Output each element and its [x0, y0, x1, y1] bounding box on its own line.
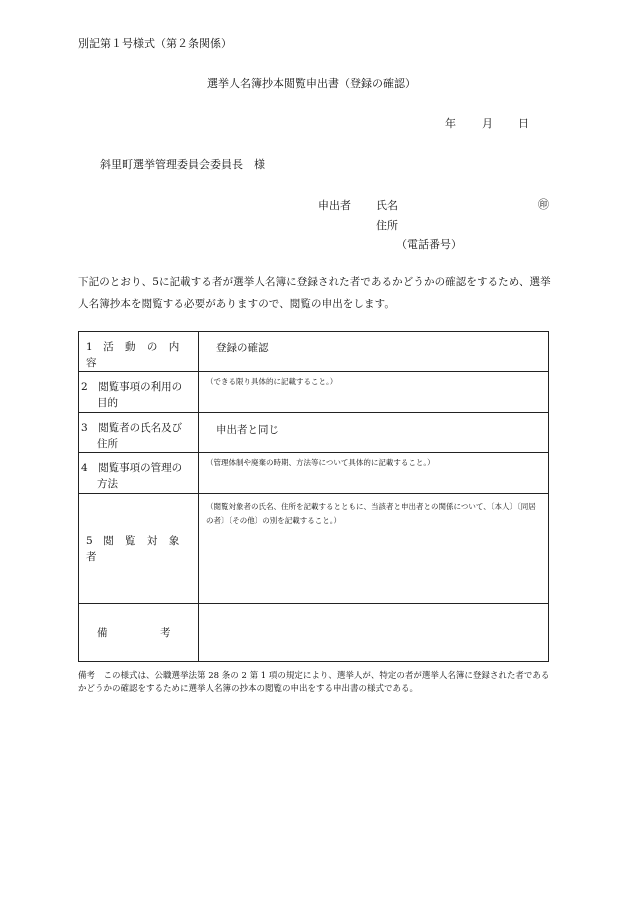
row-note: （管理体制や廃棄の時期、方法等について具体的に記載すること。）: [206, 458, 435, 467]
table-row: [79, 453, 549, 494]
row-number: 1: [86, 341, 93, 353]
table-row: [79, 604, 549, 662]
name-label: 氏名: [376, 199, 398, 212]
remark-text: この様式は、公職選挙法第 28 条の 2 第 1 項の規定により、選挙人が、特定の者が選挙人名簿に登録された者であるかどうかの確認をするために選挙人名簿の抄本の閲覧の申出をする申出書の様式である。: [78, 671, 550, 694]
row-label-text: 閲 覧 対 象 者: [86, 534, 184, 563]
table-row: [79, 372, 549, 413]
date-year-label: 年: [445, 117, 456, 130]
row-content[interactable]: [199, 332, 549, 372]
table-row: [79, 494, 549, 604]
row-content-text: 登録の確認: [216, 342, 269, 354]
seal-mark: ㊞: [538, 198, 549, 211]
row-label: [79, 332, 199, 372]
applicant-label: 申出者: [318, 199, 351, 212]
address-label: 住所: [376, 219, 398, 232]
application-table: [78, 331, 549, 662]
row-label-text: 備 考: [97, 626, 171, 639]
row-note: （できる限り具体的に記載すること。）: [206, 377, 338, 386]
row-number: 2: [81, 381, 88, 393]
document-title: 選挙人名簿抄本閲覧申出書（登録の確認）: [207, 77, 416, 90]
row-content[interactable]: [199, 494, 549, 604]
row-number: 4: [81, 462, 88, 474]
row-note: （閲覧対象者の氏名、住所を記載するとともに、当該者と申出者との関係について、〔本人〕〔同居の者〕〔その他〕の別を記載すること。）: [206, 502, 536, 525]
row-label-text: 閲覧事項の利用の目的: [97, 381, 183, 409]
phone-label: （電話番号）: [396, 238, 462, 251]
row-label: [79, 604, 199, 662]
row-label-text: 活 動 の 内 容: [86, 341, 184, 369]
table-row: [79, 413, 549, 453]
intro-paragraph: 下記のとおり、5に記載する者が選挙人名簿に登録された者であるかどうかの確認をするため、選挙人名簿抄本を閲覧する必要がありますので、閲覧の申出をします。: [78, 276, 551, 310]
date-month-label: 月: [482, 117, 493, 130]
row-content[interactable]: [199, 413, 549, 453]
addressee: 斜里町選挙管理委員会委員長 様: [100, 158, 265, 171]
row-label-text: 閲覧者の氏名及び住所: [97, 422, 183, 450]
row-content[interactable]: [199, 372, 549, 413]
remark-section: [78, 670, 550, 696]
form-number: 別記第１号様式（第２条関係）: [78, 37, 232, 50]
row-label: [79, 372, 199, 413]
row-content[interactable]: [199, 453, 549, 494]
row-content-text: 申出者と同じ: [216, 424, 279, 436]
date-day-label: 日: [518, 117, 529, 130]
row-number: 5: [86, 534, 93, 547]
row-label: [79, 494, 199, 604]
row-label: [79, 413, 199, 453]
row-number: 3: [81, 422, 88, 434]
table-row: [79, 332, 549, 372]
remark-label: 備考: [78, 671, 96, 681]
row-label: [79, 453, 199, 494]
row-content[interactable]: [199, 604, 549, 662]
row-label-text: 閲覧事項の管理の方法: [97, 462, 183, 490]
